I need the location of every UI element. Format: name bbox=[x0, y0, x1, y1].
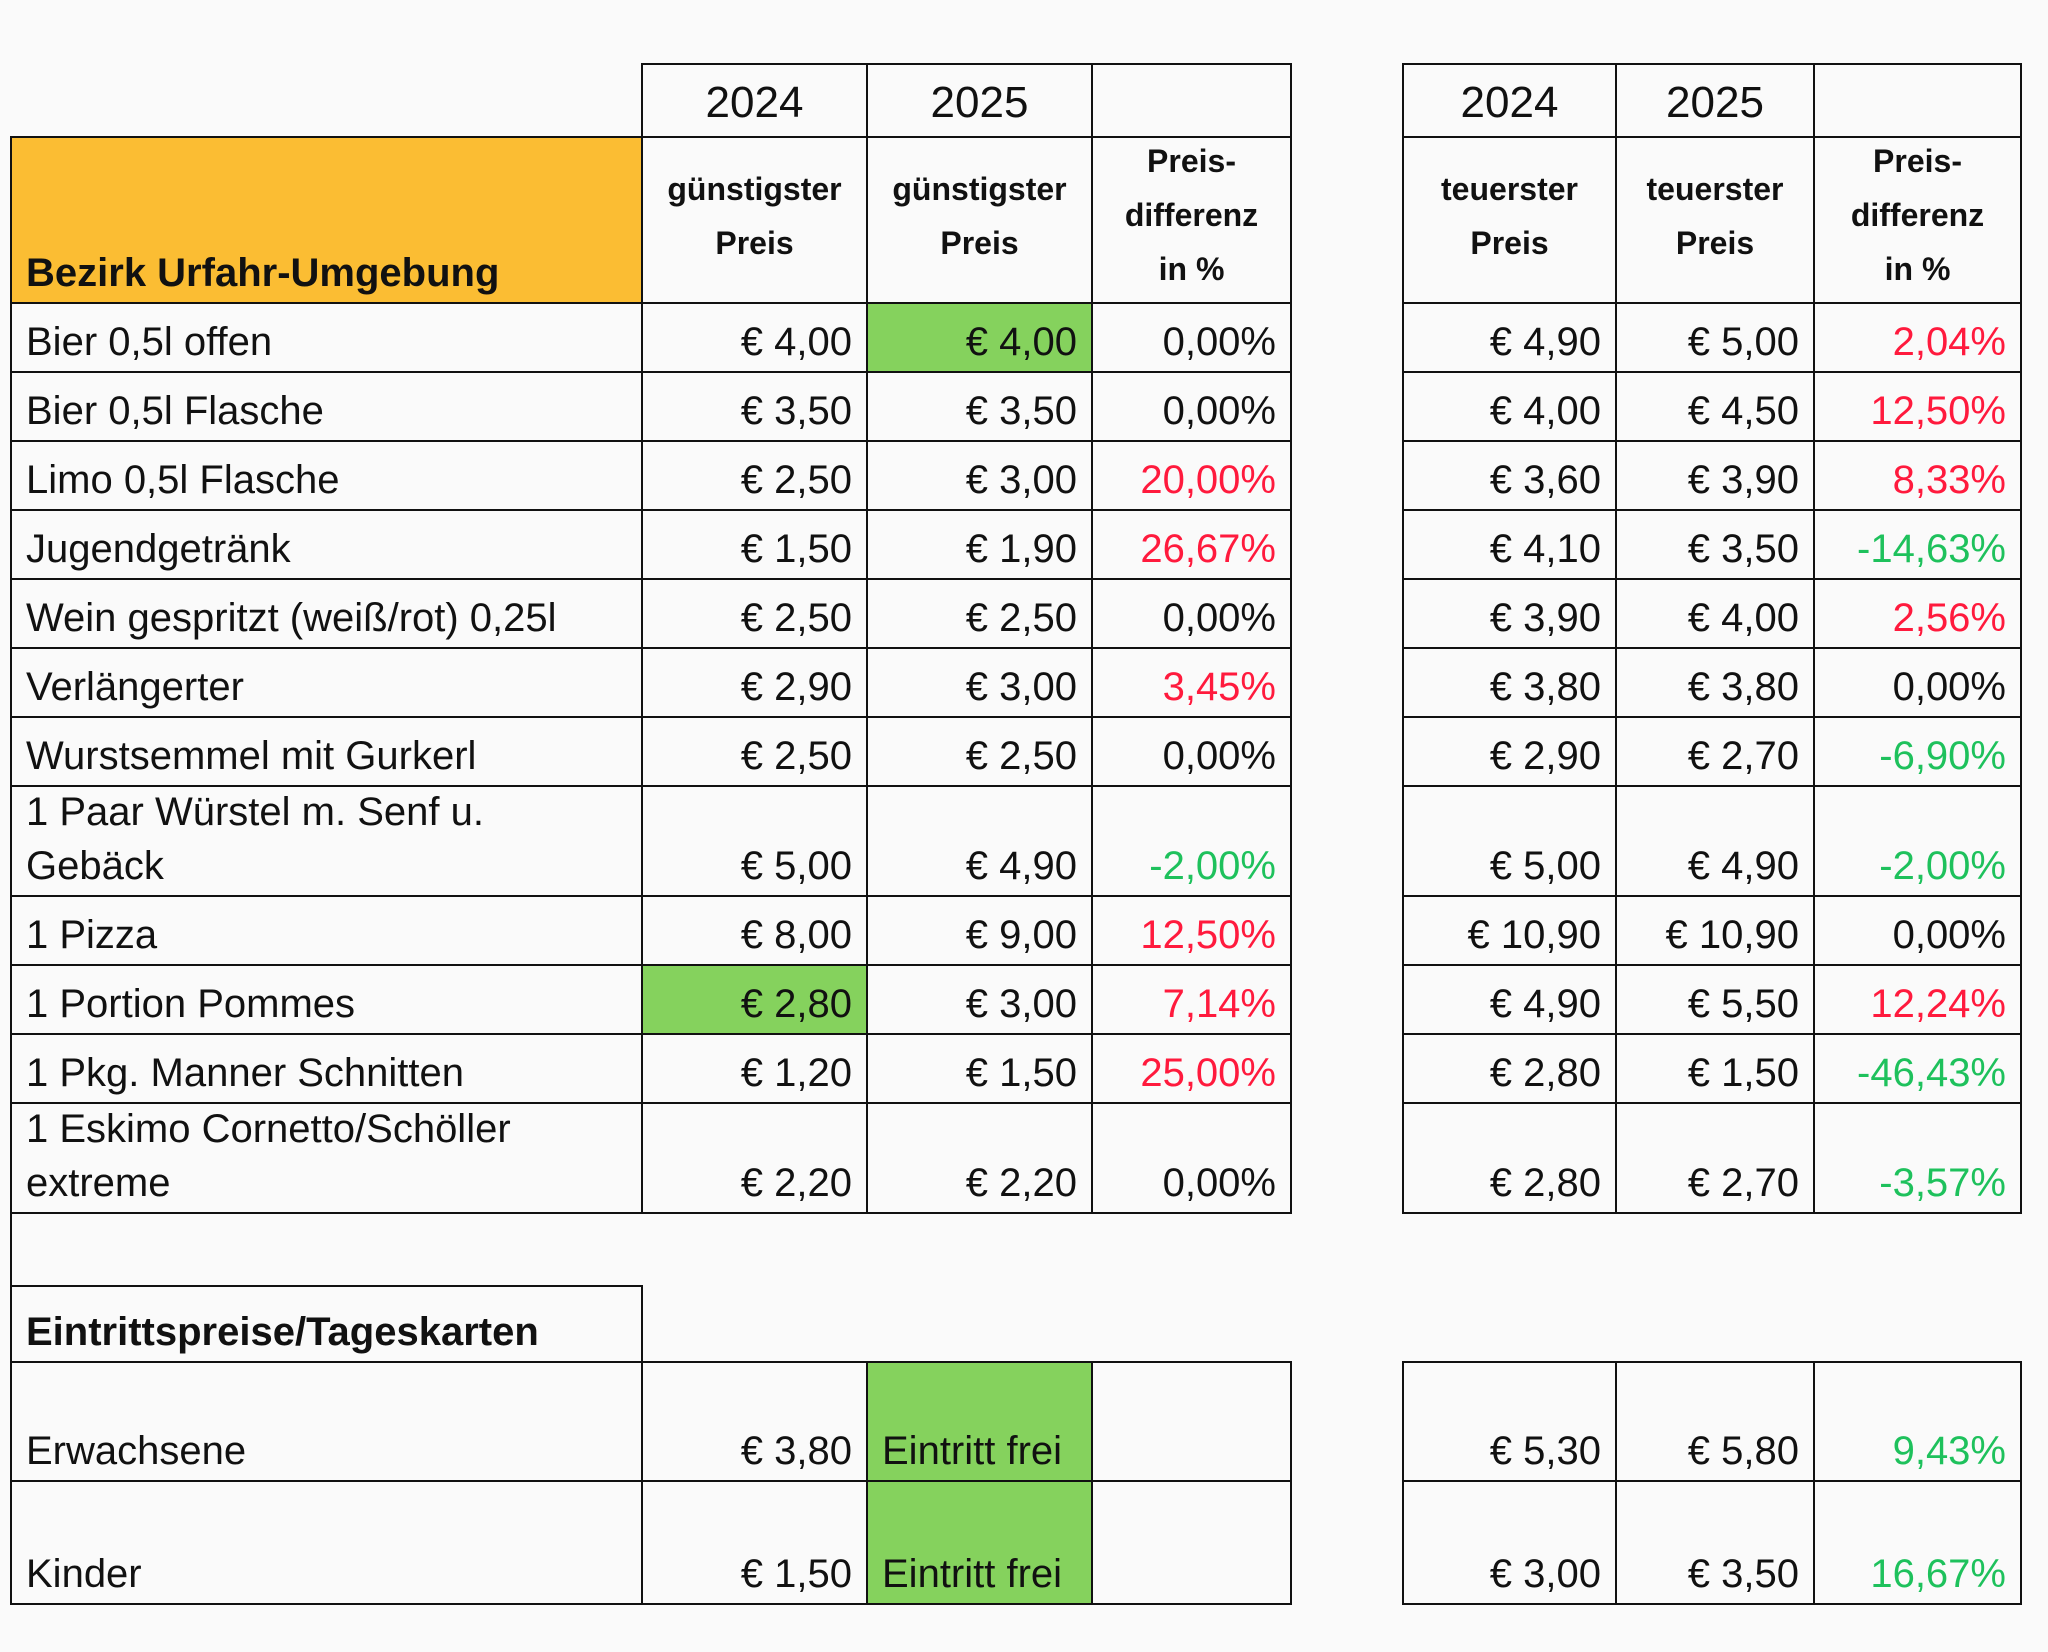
admission-name-text: Kinder bbox=[26, 1552, 142, 1596]
cheapest-2024-header-lines bbox=[643, 162, 866, 270]
item-expensive-diff-text: 12,24% bbox=[1870, 982, 2006, 1026]
item-name bbox=[10, 785, 643, 897]
item-cheapest-diff-text: 0,00% bbox=[1162, 734, 1276, 778]
item-expensive-diff bbox=[1813, 302, 2022, 373]
expensive-diff-header bbox=[1813, 136, 2022, 304]
admission-expensive-2025-text: € 5,80 bbox=[1687, 1429, 1799, 1473]
item-expensive-2024 bbox=[1402, 509, 1617, 580]
item-expensive-2025-text: € 2,70 bbox=[1687, 1161, 1799, 1205]
year-cell-0-text: 2024 bbox=[705, 78, 804, 127]
expensive-diff-header-line-2: differenz bbox=[1850, 197, 1985, 233]
item-expensive-2025 bbox=[1615, 440, 1815, 511]
item-cheapest-2024 bbox=[641, 895, 868, 966]
item-expensive-2024 bbox=[1402, 647, 1617, 718]
item-cheapest-diff bbox=[1091, 1102, 1292, 1214]
admission-expensive-2025-text: € 3,50 bbox=[1687, 1552, 1799, 1596]
cheapest-diff-header-line-2: differenz bbox=[1124, 197, 1259, 233]
year-cell-1-text: 2025 bbox=[930, 78, 1029, 127]
expensive-2024-header bbox=[1402, 136, 1617, 304]
item-expensive-diff-text: 2,04% bbox=[1892, 320, 2006, 364]
admission-cheapest-2024 bbox=[641, 1480, 868, 1605]
item-expensive-2024 bbox=[1402, 302, 1617, 373]
cheapest-2025-header-line-1: günstigster bbox=[892, 171, 1067, 207]
item-name-text: 1 Portion Pommes bbox=[26, 982, 356, 1026]
item-cheapest-diff bbox=[1091, 647, 1292, 718]
item-expensive-2025-text: € 5,00 bbox=[1687, 320, 1799, 364]
item-name-text: Limo 0,5l Flasche bbox=[26, 458, 340, 502]
item-expensive-2025-text: € 3,90 bbox=[1687, 458, 1799, 502]
item-expensive-diff-text: -46,43% bbox=[1857, 1051, 2006, 1095]
admission-expensive-2024-text: € 5,30 bbox=[1489, 1429, 1601, 1473]
item-cheapest-2025-text: € 2,50 bbox=[965, 734, 1077, 778]
item-expensive-2024 bbox=[1402, 895, 1617, 966]
item-expensive-2024 bbox=[1402, 440, 1617, 511]
expensive-2025-header-lines bbox=[1617, 162, 1813, 270]
item-expensive-diff bbox=[1813, 964, 2022, 1035]
item-cheapest-2025 bbox=[866, 964, 1093, 1035]
item-expensive-diff bbox=[1813, 1033, 2022, 1104]
item-name bbox=[10, 371, 643, 442]
item-cheapest-diff bbox=[1091, 785, 1292, 897]
admission-expensive-2024 bbox=[1402, 1361, 1617, 1482]
item-cheapest-2024 bbox=[641, 964, 868, 1035]
item-cheapest-2025-text: € 9,00 bbox=[965, 913, 1077, 957]
admission-title bbox=[10, 1285, 643, 1363]
item-cheapest-2024 bbox=[641, 647, 868, 718]
admission-cheapest-diff bbox=[1091, 1361, 1292, 1482]
cheapest-diff-header-line-1: Preis- bbox=[1147, 143, 1236, 179]
item-expensive-2024 bbox=[1402, 964, 1617, 1035]
item-name bbox=[10, 1033, 643, 1104]
item-expensive-diff bbox=[1813, 785, 2022, 897]
item-expensive-diff bbox=[1813, 647, 2022, 718]
item-cheapest-2024-text: € 2,20 bbox=[740, 1161, 852, 1205]
item-expensive-2024 bbox=[1402, 1102, 1617, 1214]
item-cheapest-2024 bbox=[641, 578, 868, 649]
item-cheapest-diff bbox=[1091, 1033, 1292, 1104]
item-cheapest-diff-text: 25,00% bbox=[1140, 1051, 1276, 1095]
item-cheapest-diff-text: 26,67% bbox=[1140, 527, 1276, 571]
item-expensive-2025 bbox=[1615, 578, 1815, 649]
expensive-2025-header bbox=[1615, 136, 1815, 304]
item-cheapest-2025 bbox=[866, 647, 1093, 718]
item-cheapest-diff bbox=[1091, 302, 1292, 373]
item-cheapest-2025-text: € 2,20 bbox=[965, 1161, 1077, 1205]
item-cheapest-2025-text: € 3,00 bbox=[965, 458, 1077, 502]
item-name bbox=[10, 1102, 643, 1214]
item-cheapest-diff-text: 0,00% bbox=[1162, 596, 1276, 640]
item-expensive-2024-text: € 10,90 bbox=[1467, 913, 1601, 957]
item-cheapest-2025 bbox=[866, 509, 1093, 580]
year-cell-3-text: 2024 bbox=[1460, 78, 1559, 127]
item-cheapest-2024-text: € 2,80 bbox=[740, 982, 852, 1026]
item-cheapest-2024 bbox=[641, 785, 868, 897]
expensive-diff-header-lines bbox=[1815, 136, 2020, 296]
item-expensive-diff-text: -2,00% bbox=[1879, 844, 2006, 888]
item-expensive-diff bbox=[1813, 578, 2022, 649]
item-cheapest-2024-text: € 2,50 bbox=[740, 596, 852, 640]
admission-name bbox=[10, 1480, 643, 1605]
expensive-2025-header-line-1: teuerster bbox=[1646, 171, 1784, 207]
admission-expensive-diff-text: 9,43% bbox=[1892, 1429, 2006, 1473]
item-cheapest-diff bbox=[1091, 440, 1292, 511]
admission-expensive-2025 bbox=[1615, 1361, 1815, 1482]
cheapest-diff-header-lines bbox=[1093, 136, 1290, 296]
item-cheapest-2025 bbox=[866, 895, 1093, 966]
item-cheapest-2025 bbox=[866, 371, 1093, 442]
item-expensive-2025-text: € 5,50 bbox=[1687, 982, 1799, 1026]
item-expensive-diff-text: 2,56% bbox=[1892, 596, 2006, 640]
item-expensive-diff bbox=[1813, 1102, 2022, 1214]
item-cheapest-2024 bbox=[641, 371, 868, 442]
item-expensive-diff bbox=[1813, 895, 2022, 966]
item-cheapest-2024-text: € 2,50 bbox=[740, 458, 852, 502]
item-cheapest-2024-text: € 8,00 bbox=[740, 913, 852, 957]
item-name bbox=[10, 302, 643, 373]
expensive-diff-header-line-3: in % bbox=[1884, 251, 1951, 287]
item-expensive-2025 bbox=[1615, 1033, 1815, 1104]
item-name-text: Bier 0,5l Flasche bbox=[26, 389, 324, 433]
admission-title-text: Eintrittspreise/Tageskarten bbox=[26, 1310, 539, 1354]
item-cheapest-diff bbox=[1091, 964, 1292, 1035]
item-expensive-2025 bbox=[1615, 716, 1815, 787]
year-cell-2 bbox=[1091, 63, 1292, 138]
item-expensive-diff-text: 12,50% bbox=[1870, 389, 2006, 433]
item-cheapest-diff bbox=[1091, 716, 1292, 787]
admission-cheapest-2024 bbox=[641, 1361, 868, 1482]
item-name-text: 1 Eskimo Cornetto/Schöller extreme bbox=[26, 1107, 511, 1205]
item-cheapest-2024 bbox=[641, 440, 868, 511]
item-expensive-2024-text: € 3,90 bbox=[1489, 596, 1601, 640]
cheapest-2025-header-line-2: Preis bbox=[940, 225, 1019, 261]
expensive-2024-header-line-1: teuerster bbox=[1441, 171, 1578, 207]
item-name-text: 1 Paar Würstel m. Senf u. Gebäck bbox=[26, 790, 484, 888]
item-expensive-2024-text: € 3,60 bbox=[1489, 458, 1601, 502]
item-name bbox=[10, 964, 643, 1035]
item-cheapest-diff-text: -2,00% bbox=[1149, 844, 1276, 888]
item-expensive-2025-text: € 4,50 bbox=[1687, 389, 1799, 433]
item-cheapest-diff-text: 12,50% bbox=[1140, 913, 1276, 957]
item-expensive-2025-text: € 4,90 bbox=[1687, 844, 1799, 888]
item-cheapest-2024-text: € 1,20 bbox=[740, 1051, 852, 1095]
item-expensive-2025-text: € 10,90 bbox=[1665, 913, 1799, 957]
expensive-2025-header-line-2: Preis bbox=[1675, 225, 1755, 261]
expensive-2024-header-lines bbox=[1404, 162, 1615, 270]
item-cheapest-2024-text: € 3,50 bbox=[740, 389, 852, 433]
item-expensive-2024 bbox=[1402, 371, 1617, 442]
item-cheapest-2024-text: € 5,00 bbox=[740, 844, 852, 888]
item-expensive-2025-text: € 3,50 bbox=[1687, 527, 1799, 571]
item-expensive-2025 bbox=[1615, 509, 1815, 580]
admission-expensive-diff bbox=[1813, 1361, 2022, 1482]
admission-cheapest-2025 bbox=[866, 1480, 1093, 1605]
item-expensive-diff-text: -14,63% bbox=[1857, 527, 2006, 571]
admission-cheapest-2025-text: Eintritt frei bbox=[882, 1429, 1063, 1473]
item-cheapest-diff-text: 20,00% bbox=[1140, 458, 1276, 502]
admission-cheapest-2024-text: € 3,80 bbox=[740, 1429, 852, 1473]
item-expensive-2025 bbox=[1615, 371, 1815, 442]
item-name-text: 1 Pkg. Manner Schnitten bbox=[26, 1051, 465, 1095]
item-expensive-2024-text: € 3,80 bbox=[1489, 665, 1601, 709]
item-name-text: 1 Pizza bbox=[26, 913, 158, 957]
item-name bbox=[10, 895, 643, 966]
item-cheapest-2025-text: € 1,50 bbox=[965, 1051, 1077, 1095]
item-cheapest-2025 bbox=[866, 578, 1093, 649]
item-expensive-2025 bbox=[1615, 647, 1815, 718]
admission-expensive-diff-text: 16,67% bbox=[1870, 1552, 2006, 1596]
spacer-row bbox=[10, 1212, 2022, 1287]
item-cheapest-2025 bbox=[866, 1102, 1093, 1214]
item-expensive-diff bbox=[1813, 509, 2022, 580]
item-expensive-diff bbox=[1813, 440, 2022, 511]
item-cheapest-diff-text: 0,00% bbox=[1162, 320, 1276, 364]
admission-cheapest-diff bbox=[1091, 1480, 1292, 1605]
year-cell-0 bbox=[641, 63, 868, 138]
item-expensive-2025-text: € 4,00 bbox=[1687, 596, 1799, 640]
cheapest-diff-header bbox=[1091, 136, 1292, 304]
item-expensive-2025-text: € 2,70 bbox=[1687, 734, 1799, 778]
admission-cheapest-2024-text: € 1,50 bbox=[740, 1552, 852, 1596]
year-cell-1 bbox=[866, 63, 1093, 138]
item-expensive-2025 bbox=[1615, 895, 1815, 966]
year-cell-5 bbox=[1813, 63, 2022, 138]
item-cheapest-2024 bbox=[641, 716, 868, 787]
admission-name bbox=[10, 1361, 643, 1482]
item-expensive-2024-text: € 5,00 bbox=[1489, 844, 1601, 888]
item-cheapest-2024 bbox=[641, 1102, 868, 1214]
item-expensive-diff-text: 0,00% bbox=[1892, 913, 2006, 957]
item-name bbox=[10, 578, 643, 649]
item-expensive-2025-text: € 3,80 bbox=[1687, 665, 1799, 709]
cheapest-2024-header-line-2: Preis bbox=[715, 225, 794, 261]
item-name bbox=[10, 509, 643, 580]
admission-expensive-2024 bbox=[1402, 1480, 1617, 1605]
item-expensive-diff-text: 8,33% bbox=[1892, 458, 2006, 502]
item-expensive-2024 bbox=[1402, 785, 1617, 897]
item-cheapest-2025 bbox=[866, 716, 1093, 787]
item-cheapest-2024 bbox=[641, 509, 868, 580]
expensive-diff-header-line-1: Preis- bbox=[1873, 143, 1962, 179]
item-cheapest-2025-text: € 3,00 bbox=[965, 982, 1077, 1026]
item-expensive-2025-text: € 1,50 bbox=[1687, 1051, 1799, 1095]
item-cheapest-2024-text: € 1,50 bbox=[740, 527, 852, 571]
item-cheapest-2025 bbox=[866, 1033, 1093, 1104]
cheapest-2025-header-lines bbox=[868, 162, 1091, 270]
district-header bbox=[10, 136, 643, 304]
item-cheapest-2025-text: € 3,00 bbox=[965, 665, 1077, 709]
item-cheapest-diff-text: 0,00% bbox=[1162, 389, 1276, 433]
item-cheapest-2024-text: € 2,50 bbox=[740, 734, 852, 778]
cheapest-2025-header bbox=[866, 136, 1093, 304]
item-expensive-2024 bbox=[1402, 716, 1617, 787]
item-expensive-2024-text: € 4,10 bbox=[1489, 527, 1601, 571]
item-cheapest-2025-text: € 4,90 bbox=[965, 844, 1077, 888]
admission-cheapest-2025-text: Eintritt frei bbox=[882, 1552, 1063, 1596]
district-header-text: Bezirk Urfahr-Umgebung bbox=[26, 251, 500, 295]
item-cheapest-2025-text: € 3,50 bbox=[965, 389, 1077, 433]
item-name-text: Wurstsemmel mit Gurkerl bbox=[26, 734, 477, 778]
year-cell-3 bbox=[1402, 63, 1617, 138]
year-cell-4-text: 2025 bbox=[1666, 78, 1764, 127]
item-cheapest-2024-text: € 4,00 bbox=[740, 320, 852, 364]
item-cheapest-diff bbox=[1091, 895, 1292, 966]
item-cheapest-diff-text: 0,00% bbox=[1162, 1161, 1276, 1205]
item-cheapest-2025 bbox=[866, 440, 1093, 511]
admission-expensive-diff bbox=[1813, 1480, 2022, 1605]
item-cheapest-2025-text: € 2,50 bbox=[965, 596, 1077, 640]
admission-expensive-2024-text: € 3,00 bbox=[1489, 1552, 1601, 1596]
item-expensive-2024-text: € 2,80 bbox=[1489, 1161, 1601, 1205]
cheapest-2024-header bbox=[641, 136, 868, 304]
item-expensive-2024 bbox=[1402, 1033, 1617, 1104]
admission-cheapest-2025 bbox=[866, 1361, 1093, 1482]
item-expensive-2024-text: € 4,90 bbox=[1489, 982, 1601, 1026]
item-expensive-diff-text: -6,90% bbox=[1879, 734, 2006, 778]
item-name bbox=[10, 716, 643, 787]
item-expensive-diff-text: 0,00% bbox=[1892, 665, 2006, 709]
item-cheapest-2025-text: € 1,90 bbox=[965, 527, 1077, 571]
item-cheapest-diff bbox=[1091, 371, 1292, 442]
item-name bbox=[10, 647, 643, 718]
item-cheapest-diff-text: 7,14% bbox=[1162, 982, 1276, 1026]
item-cheapest-2025 bbox=[866, 785, 1093, 897]
item-cheapest-2025 bbox=[866, 302, 1093, 373]
year-cell-4 bbox=[1615, 63, 1815, 138]
item-expensive-2025 bbox=[1615, 964, 1815, 1035]
item-name bbox=[10, 440, 643, 511]
item-cheapest-2024 bbox=[641, 1033, 868, 1104]
item-expensive-diff-text: -3,57% bbox=[1879, 1161, 2006, 1205]
item-expensive-2025 bbox=[1615, 785, 1815, 897]
item-cheapest-2024 bbox=[641, 302, 868, 373]
expensive-2024-header-line-2: Preis bbox=[1470, 225, 1549, 261]
admission-name-text: Erwachsene bbox=[26, 1429, 247, 1473]
item-expensive-2025 bbox=[1615, 302, 1815, 373]
cheapest-diff-header-line-3: in % bbox=[1158, 251, 1225, 287]
item-cheapest-diff-text: 3,45% bbox=[1162, 665, 1276, 709]
admission-expensive-2025 bbox=[1615, 1480, 1815, 1605]
item-name-text: Wein gespritzt (weiß/rot) 0,25l bbox=[26, 596, 557, 640]
item-cheapest-diff bbox=[1091, 509, 1292, 580]
item-cheapest-2025-text: € 4,00 bbox=[965, 320, 1077, 364]
item-name-text: Verlängerter bbox=[26, 665, 244, 709]
item-name-text: Jugendgetränk bbox=[26, 527, 291, 571]
item-expensive-2024 bbox=[1402, 578, 1617, 649]
item-cheapest-2024-text: € 2,90 bbox=[740, 665, 852, 709]
item-expensive-2024-text: € 4,00 bbox=[1489, 389, 1601, 433]
item-name-text: Bier 0,5l offen bbox=[26, 320, 273, 364]
item-expensive-2024-text: € 2,90 bbox=[1489, 734, 1601, 778]
item-expensive-2025 bbox=[1615, 1102, 1815, 1214]
cheapest-2024-header-line-1: günstigster bbox=[667, 171, 842, 207]
item-expensive-2024-text: € 2,80 bbox=[1489, 1051, 1601, 1095]
item-cheapest-diff bbox=[1091, 578, 1292, 649]
item-expensive-diff bbox=[1813, 716, 2022, 787]
item-expensive-diff bbox=[1813, 371, 2022, 442]
item-expensive-2024-text: € 4,90 bbox=[1489, 320, 1601, 364]
